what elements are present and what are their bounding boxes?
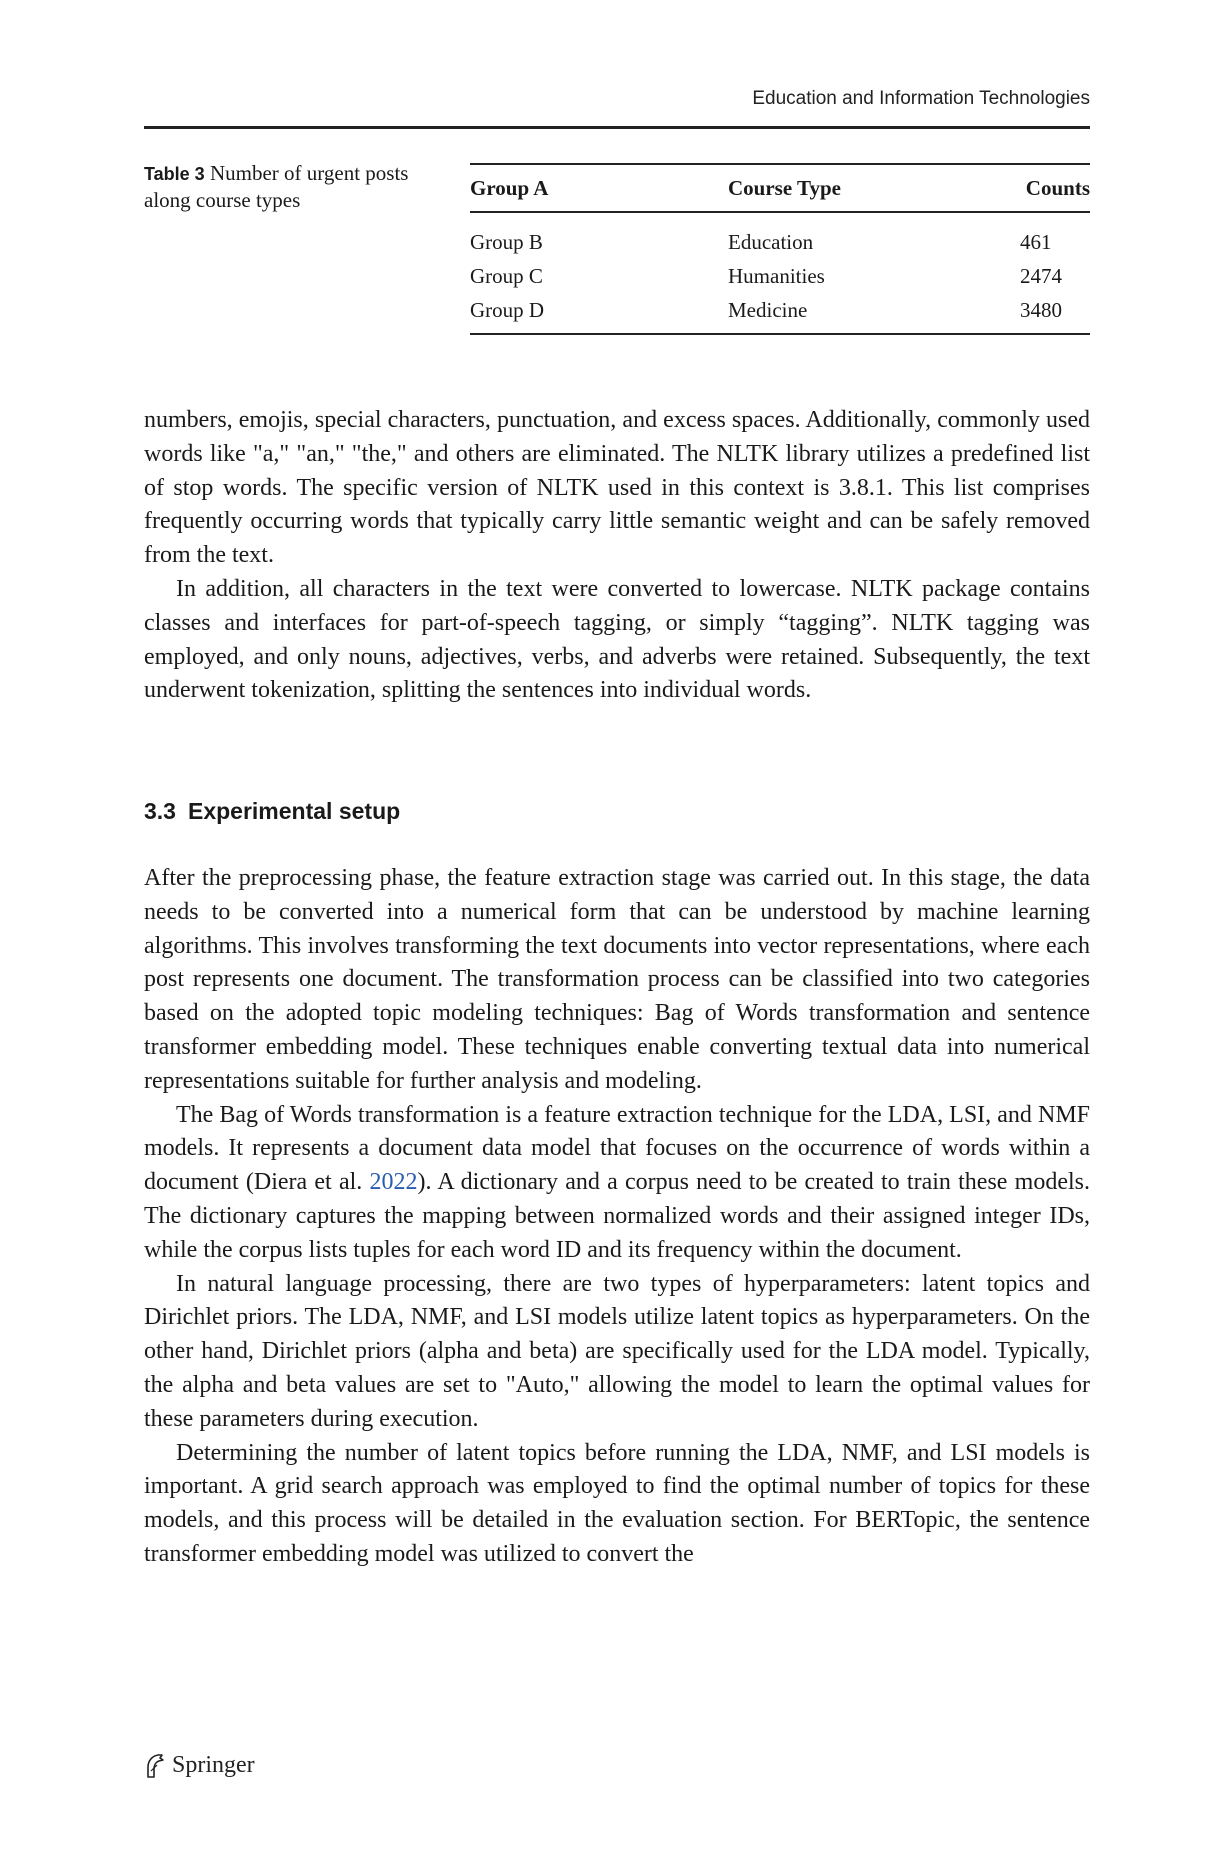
table-cell: Humanities: [728, 263, 825, 288]
paragraph: After the preprocessing phase, the feature extraction stage was carried out. In this stage, the data needs to be converted into a numerical form that can be understood by machine learning algorithms. This involves transforming the text documents into vector representations, where each post represents one document. The transformation process can be classified into two categories based on the adopted topic modeling techniques: Bag of Words transformation and sentence transformer embedding model. These techniques enable converting textual data into numerical representations suitable for further analysis and modeling.: [144, 865, 1090, 1094]
table-label: Table 3: [144, 164, 205, 184]
table-cell: Group D: [470, 293, 728, 334]
body-text-upper: [144, 404, 1090, 708]
table-row: [470, 293, 1090, 334]
table-row: [470, 259, 1090, 293]
table-cell: Medicine: [728, 293, 1020, 334]
paragraph-text: ). A dictionary and a corpus need to be created to train these models. The dictionary captures the mapping between normalized words and their assigned integer IDs, while the corpus lists tuples for each word ID and its frequency within the document.: [144, 1169, 1090, 1263]
paragraph: [144, 1099, 1090, 1268]
table-caption-text: Number of urgent posts along course types: [144, 161, 409, 212]
publisher-footer: [144, 1752, 255, 1779]
body-text-lower: [144, 862, 1090, 1572]
table-cell: Group B: [470, 229, 543, 254]
paragraph: In natural language processing, there are two types of hyperparameters: latent topics and Dirichlet priors. The LDA, NMF, and LSI models utilize latent topics as hyperparameters. On the other hand, Dirichlet priors (alpha and beta) are specifically used for the LDA model. Typically, the alpha and beta values are set to "Auto," allowing the model to learn the optimal values for these parameters during execution.: [144, 1270, 1090, 1432]
table-cell: Group C: [470, 263, 543, 288]
table-caption: [144, 160, 444, 213]
paragraph: numbers, emojis, special characters, punctuation, and excess spaces. Additionally, commonly used words like "a," "an," "the," and others are eliminated. The NLTK library utilizes a predefined list of stop words. The specific version of NLTK used in this context is 3.8.1. This list comprises frequently occurring words that typically carry little semantic weight and can be safely removed from the text.: [144, 407, 1090, 569]
header-rule: [144, 126, 1090, 129]
urgent-posts-table: [470, 163, 1090, 335]
section-number: 3.3: [144, 798, 176, 824]
table-cell: 3480: [1020, 293, 1090, 334]
section-title: Experimental setup: [187, 798, 401, 824]
citation-link[interactable]: 2022: [369, 1169, 418, 1196]
springer-horse-icon: [144, 1753, 166, 1779]
header-group: Group A: [470, 164, 728, 212]
paragraph: In addition, all characters in the text were converted to lowercase. NLTK package contains classes and interfaces for part-of-speech tagging, or simply “tagging”. NLTK tagging was employed, and only nouns, adjectives, verbs, and adverbs were retained. Subsequently, the text underwent tokenization, splitting the sentences into individual words.: [144, 575, 1090, 704]
header-counts: Counts: [1020, 164, 1090, 212]
table-row: [470, 212, 1090, 259]
section-heading: [144, 798, 400, 825]
table-header-row: [470, 164, 1090, 212]
publisher-name: Springer: [172, 1752, 255, 1778]
paragraph-text: The Bag of Words transformation is a feature extraction technique for the LDA, LSI, and NMF models. It represents a document data model that focuses on the occurrence of words within a document (Diera et al.: [144, 1101, 1090, 1196]
running-head: Education and Information Technologies: [752, 88, 1090, 109]
table-cell: 461: [1020, 229, 1052, 254]
table-cell: Education: [728, 229, 814, 254]
header-course-type: Course Type: [728, 164, 1020, 212]
table-cell: 2474: [1020, 263, 1062, 288]
paragraph: Determining the number of latent topics before running the LDA, NMF, and LSI models is important. A grid search approach was employed to find the optimal number of topics for these models, and this process will be detailed in the evaluation section. For BERTopic, the sentence transformer embedding model was utilized to convert the: [144, 1439, 1090, 1567]
